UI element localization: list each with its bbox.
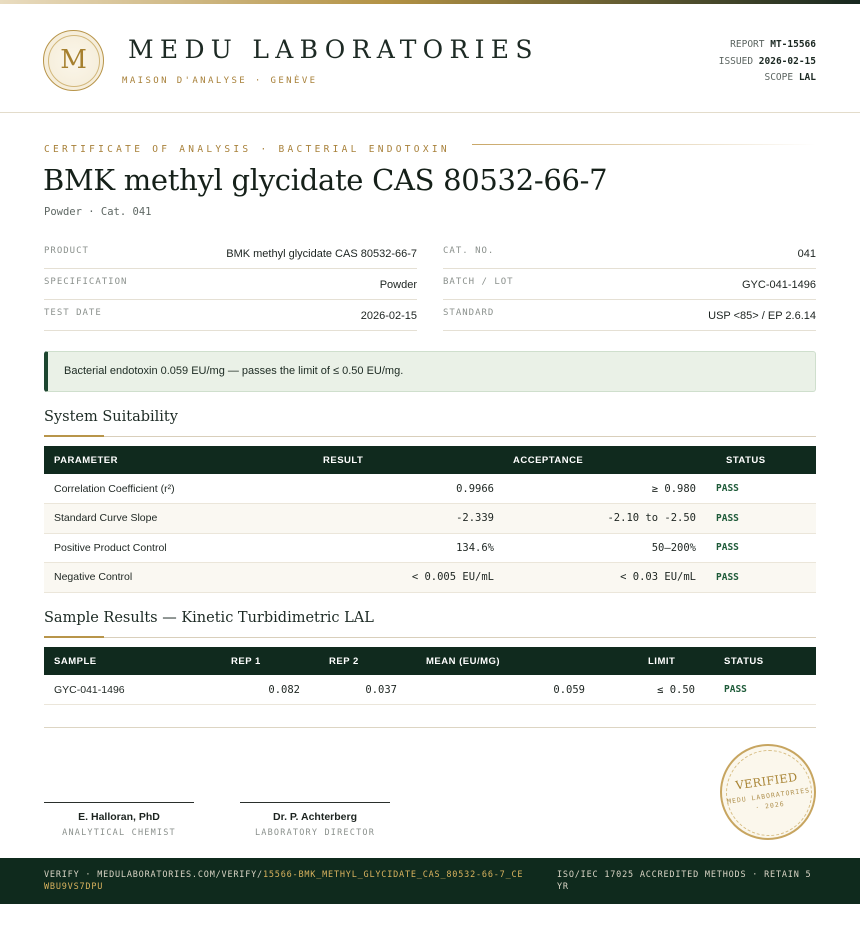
col-mean: MEAN (EU/MG) bbox=[426, 655, 501, 667]
table-row: Correlation Coefficient (r²) 0.9966 ≥ 0.980 PASS bbox=[44, 474, 816, 504]
info-row-test-date: TEST DATE 2026-02-15 bbox=[44, 300, 417, 331]
info-row-product: PRODUCT BMK methyl glycidate CAS 80532-66-7 bbox=[44, 238, 417, 269]
certificate-kicker: CERTIFICATE OF ANALYSIS · BACTERIAL ENDOTOXIN bbox=[44, 139, 816, 151]
status-badge: PASS bbox=[706, 474, 816, 504]
lab-tagline: MAISON D'ANALYSE · GENÈVE bbox=[122, 76, 318, 86]
status-badge: PASS bbox=[706, 563, 816, 593]
signature-divider bbox=[44, 727, 816, 728]
table-header-row bbox=[44, 446, 816, 474]
sample-results-table bbox=[44, 647, 816, 705]
table-row: Standard Curve Slope -2.339 -2.10 to -2.50 PASS bbox=[44, 504, 816, 534]
result-summary: Bacterial endotoxin 0.059 EU/mg — passes the limit of ≤ 0.50 EU/mg. bbox=[64, 365, 404, 377]
verify-link[interactable]: 15566-BMK_METHYL_GLYCIDATE_CAS_80532-66-7_CEWBU9VS7DPU bbox=[44, 870, 524, 892]
product-info-right bbox=[443, 238, 816, 331]
result-banner bbox=[44, 351, 816, 392]
samples-heading: Sample Results — Kinetic Turbidimetric LAL bbox=[44, 610, 374, 626]
col-status: STATUS bbox=[726, 454, 766, 466]
product-info-left bbox=[44, 238, 417, 331]
report-scope: SCOPE LAL bbox=[764, 72, 816, 83]
col-limit: LIMIT bbox=[648, 655, 676, 667]
table-row: Positive Product Control 134.6% 50–200% PASS bbox=[44, 533, 816, 563]
page-header bbox=[0, 4, 860, 113]
suitability-table bbox=[44, 446, 816, 593]
signature-director: Dr. P. Achterberg LABORATORY DIRECTOR bbox=[240, 802, 390, 838]
report-meta bbox=[719, 37, 816, 87]
page-footer bbox=[0, 858, 860, 904]
col-rep2: REP 2 bbox=[329, 655, 359, 667]
lab-name: MEDU LABORATORIES bbox=[128, 35, 539, 64]
info-row-batch: BATCH / LOT GYC-041-1496 bbox=[443, 269, 816, 300]
suitability-rule bbox=[44, 436, 816, 437]
report-number: REPORT MT-15566 bbox=[730, 39, 816, 50]
table-row: Negative Control < 0.005 EU/mL < 0.03 EU/mL PASS bbox=[44, 563, 816, 593]
col-result: RESULT bbox=[323, 454, 364, 466]
product-title: BMK methyl glycidate CAS 80532-66-7 bbox=[43, 163, 608, 197]
info-row-standard: STANDARD USP <85> / EP 2.6.14 bbox=[443, 300, 816, 331]
suitability-heading: System Suitability bbox=[44, 409, 178, 425]
col-status: STATUS bbox=[724, 655, 764, 667]
col-acceptance: ACCEPTANCE bbox=[513, 454, 584, 466]
info-row-cat-no: CAT. NO. 041 bbox=[443, 238, 816, 269]
col-sample: SAMPLE bbox=[54, 655, 97, 667]
status-badge: PASS bbox=[706, 533, 816, 563]
info-row-specification: SPECIFICATION Powder bbox=[44, 269, 417, 300]
verified-seal: VERIFIED MEDU LABORATORIES · 2026 bbox=[720, 744, 816, 840]
product-subtitle: Powder · Cat. 041 bbox=[44, 206, 152, 218]
kicker-divider bbox=[472, 144, 816, 145]
status-badge: PASS bbox=[706, 504, 816, 534]
col-parameter: PARAMETER bbox=[54, 454, 118, 466]
accreditation-note: ISO/IEC 17025 ACCREDITED METHODS · RETAIN 5 YR bbox=[557, 870, 812, 892]
lab-logo: M bbox=[43, 30, 104, 91]
col-rep1: REP 1 bbox=[231, 655, 261, 667]
signature-analyst: E. Halloran, PhD ANALYTICAL CHEMIST bbox=[44, 802, 194, 838]
verify-line: VERIFY · MEDULABORATORIES.COM/VERIFY/15566-BMK_METHYL_GLYCIDATE_CAS_80532-66-7_CEWBU9VS7DPU bbox=[44, 870, 524, 892]
samples-rule bbox=[44, 637, 816, 638]
issue-date: ISSUED 2026-02-15 bbox=[718, 55, 816, 67]
status-badge: PASS bbox=[705, 675, 816, 705]
table-row: GYC-041-1496 0.082 0.037 0.059 ≤ 0.50 PASS bbox=[44, 675, 816, 705]
table-header-row bbox=[44, 647, 816, 675]
